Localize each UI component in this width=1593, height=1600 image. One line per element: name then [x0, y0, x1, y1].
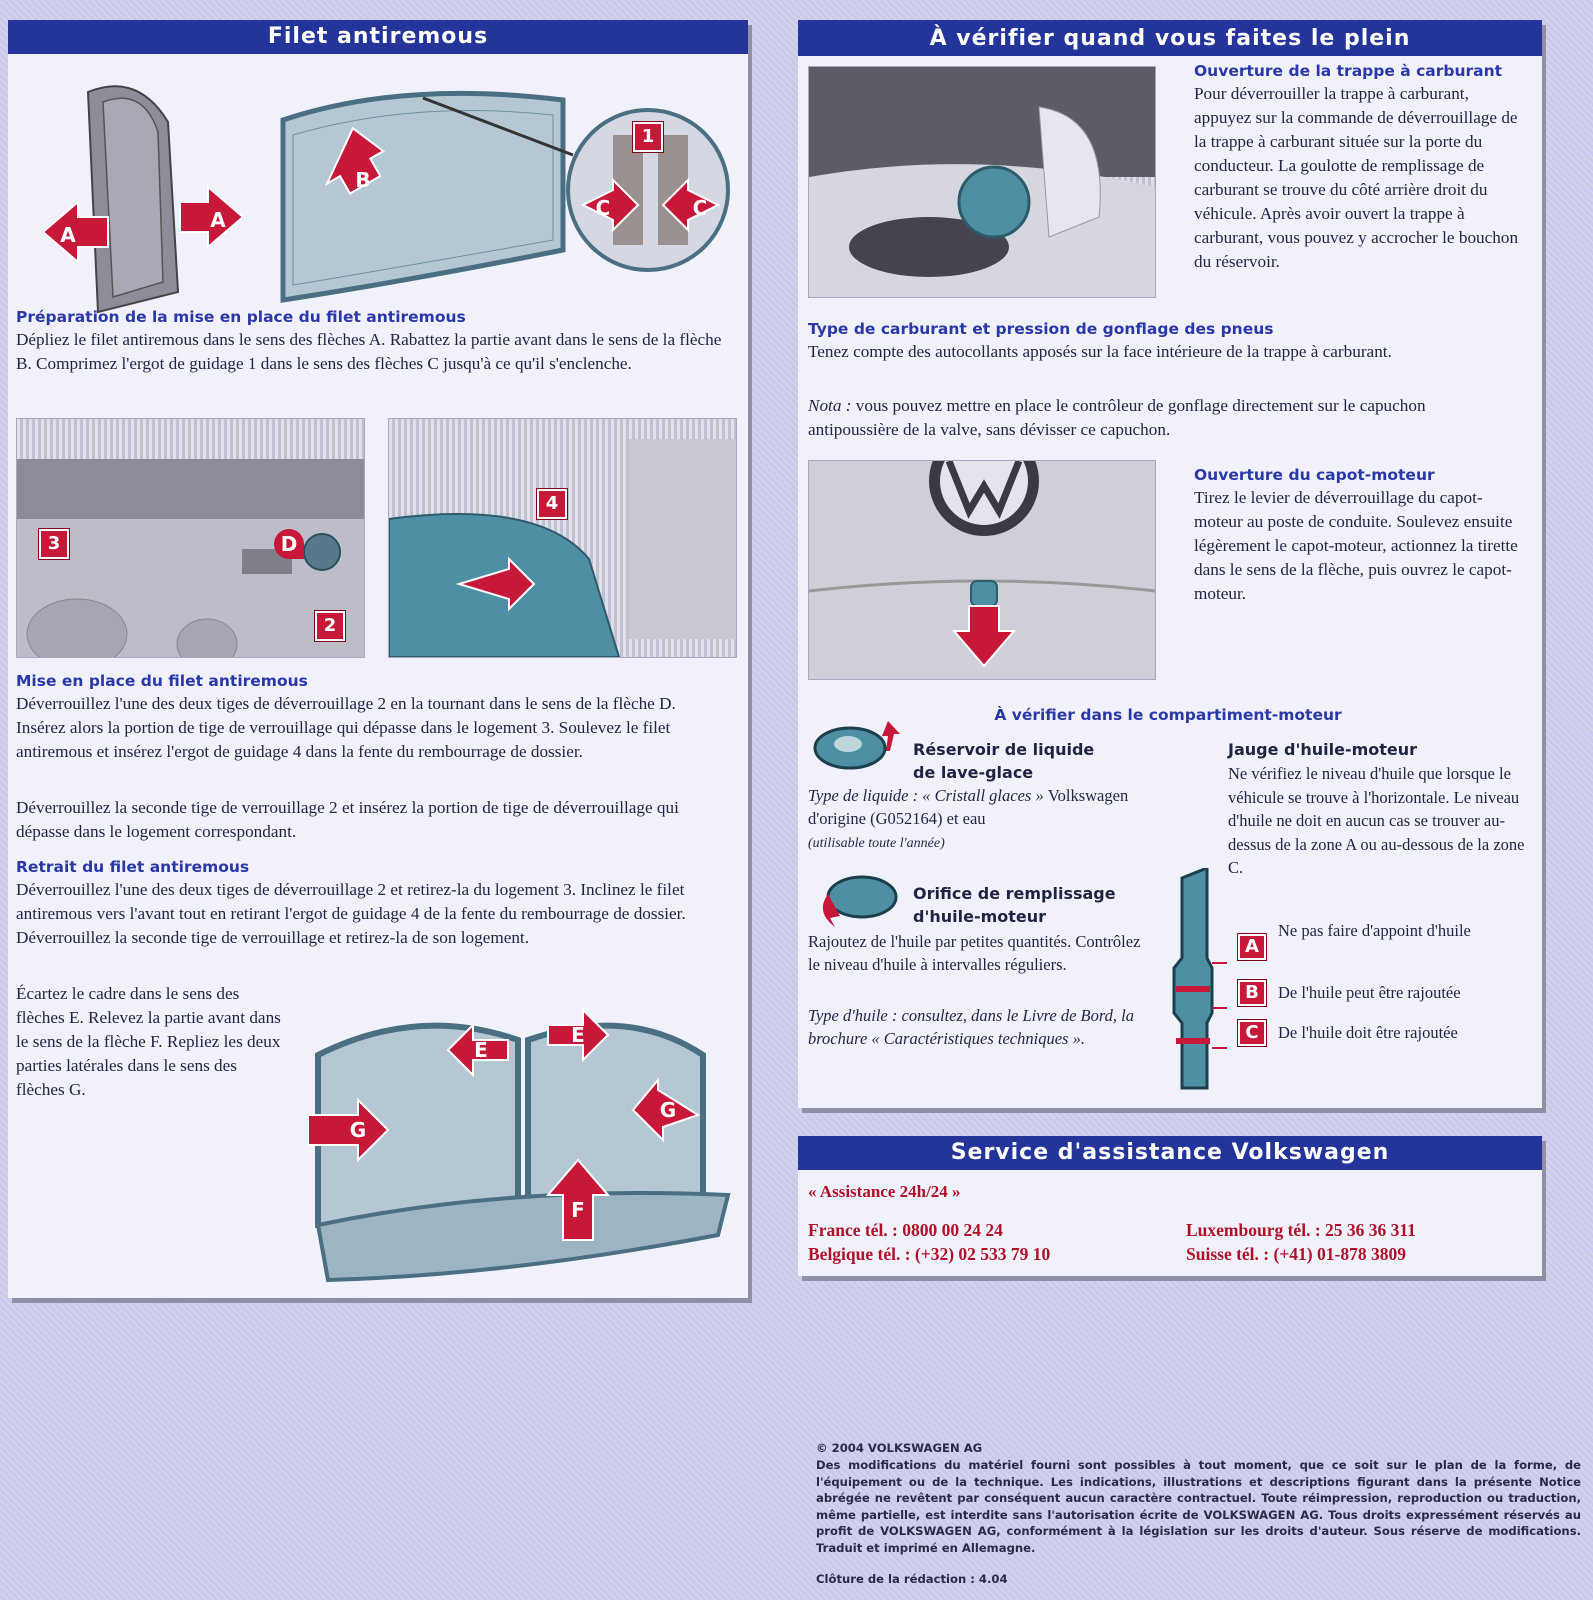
washer-fluid-type: Type de liquide : « Cristall glaces » — [808, 786, 1048, 805]
left-panel — [8, 20, 748, 1298]
folded-net-illustration — [28, 62, 248, 317]
section-title-preparation: Préparation de la mise en place du filet antiremous — [16, 308, 466, 326]
note-paragraph — [808, 394, 1518, 442]
oil-filler-icon-drawing — [810, 872, 905, 927]
phone-belgique: Belgique tél. : (+32) 02 533 79 10 — [808, 1244, 1051, 1264]
hood-text: Tirez le levier de déverrouillage du capot-moteur au poste de conduite. Soulevez ensuite légèrement le capot-moteur, actionnez la tirette dans le sens de la flèche, puis ouvrez le capot-moteur. — [1194, 488, 1518, 603]
note-label: Nota : — [808, 396, 852, 415]
arrow-label-e-right: E — [571, 1023, 585, 1047]
trunk-photo-right-drawing — [389, 419, 736, 657]
dipstick-drawing — [1162, 868, 1232, 1093]
closing-date: Clôture de la rédaction : 4.04 — [816, 1572, 1008, 1586]
phone-suisse: Suisse tél. : (+41) 01-878 3809 — [1186, 1244, 1406, 1264]
tag-3: 3 — [39, 529, 69, 559]
fuel-flap-photo-drawing — [809, 67, 1155, 297]
engine-compartment-title: À vérifier dans le compartiment-moteur — [994, 706, 1342, 724]
service-subtitle: « Assistance 24h/24 » — [808, 1182, 961, 1201]
right-panel — [798, 20, 1542, 1108]
washer-paragraph — [808, 784, 1158, 855]
washer-title: Réservoir de liquide de lave-glace — [913, 740, 1095, 782]
arrow-label-g-right: G — [659, 1098, 677, 1122]
oil-zone-a-text: Ne pas faire d'appoint d'huile — [1278, 921, 1471, 940]
phone-france: France tél. : 0800 00 24 24 — [808, 1220, 1003, 1240]
section-text-removal-2: Écartez le cadre dans le sens des flèches E. Relevez la partie avant dans le sens de la flèche F. Repliez les deux parties latérales dans le sens des flèches G. — [16, 984, 281, 1099]
fuel-flap-title: Ouverture de la trappe à carburant — [1194, 62, 1503, 80]
legal-text: Des modifications du matériel fourni sont possibles à tout moment, que ce soit sur le plan de la forme, de l'équipement ou de la technique. Les indications, illustrations et descriptions figurant dans la présente Notice abrégée ne revêtent par conséquent aucun caractère contractuel. Toute réimpression, reproduction ou traduction, même partielle, est interdite sans l'autorisation écrite de VOLKSWAGEN AG. Tous droits expressément réservés au profit de VOLKSWAGEN AG, conformément à la législation sur les droits d'auteur. Sous réserve de modifications. Traduit et imprimé en Allemagne. — [816, 1458, 1581, 1555]
dipstick-title: Jauge d'huile-moteur — [1228, 740, 1418, 759]
section-text-installation-1: Déverrouillez l'une des deux tiges de déverrouillage 2 en la tournant dans le sens de la flèche D. Insérez alors la portion de tige de verrouillage qui dépasse dans le logement 3. Soulevez le filet antiremous et insérez l'ergot de guidage 4 dans la fente du rembourrage de dossier. — [16, 694, 676, 761]
hood-photo-drawing — [809, 461, 1155, 679]
service-panel — [798, 1136, 1542, 1276]
trunk-photo-right — [388, 418, 737, 658]
oil-zone-a-letter: A — [1238, 934, 1266, 960]
arrow-label-c-right: C — [692, 196, 708, 220]
tag-1: 1 — [633, 122, 663, 152]
oil-filler-text: Rajoutez de l'huile par petites quantités. Contrôlez le niveau d'huile à intervalles réguliers. — [808, 932, 1141, 974]
oil-zone-c-text: De l'huile doit être rajoutée — [1278, 1023, 1458, 1042]
trunk-photo-left — [16, 418, 365, 658]
left-panel-title: Filet antiremous — [8, 20, 748, 54]
unfolded-net-illustration — [263, 80, 733, 315]
dipstick-text: Ne vérifiez le niveau d'huile que lorsque le véhicule se trouve à l'horizontale. Le niveau d'huile ne doit en aucun cas se trouver au-dessus de la zone A ou au-dessous de la zone C. — [1228, 764, 1525, 877]
arrow-label-d: D — [274, 529, 304, 559]
tag-4: 4 — [537, 489, 567, 519]
fuel-flap-text: Pour déverrouiller la trappe à carburant, appuyez sur la commande de déverrouillage de la trappe à carburant située sur la porte du conducteur. La goulotte de remplissage de carburant se trouve du côté arrière droit du véhicule. Après avoir ouvert la trappe à carburant, vous pouvez y accrocher le bouchon du réservoir. — [1194, 84, 1519, 271]
folded-net-drawing — [28, 62, 248, 317]
hood-title: Ouverture du capot-moteur — [1194, 466, 1435, 484]
fuel-type-text: Tenez compte des autocollants apposés sur la face intérieure de la trappe à carburant. — [808, 342, 1392, 361]
oil-zone-b-text: De l'huile peut être rajoutée — [1278, 983, 1461, 1002]
section-title-installation: Mise en place du filet antiremous — [16, 672, 308, 690]
fuel-flap-photo — [808, 66, 1156, 298]
copyright-line: © 2004 VOLKSWAGEN AG — [816, 1441, 983, 1455]
oil-filler-icon — [810, 872, 905, 927]
arrow-label-g-left: G — [349, 1118, 367, 1142]
oil-zone-list — [1238, 920, 1538, 1100]
oil-type-text: Type d'huile : consultez, dans le Livre de Bord, la brochure « Caractéristiques techniques ». — [808, 1006, 1134, 1048]
section-text-removal-1: Déverrouillez l'une des deux tiges de déverrouillage 2 et retirez-la du logement 3. Inclinez le filet antiremous vers l'avant tout en retirant l'ergot de guidage 4 de la fente du rembourrage de dossier. Déverrouillez la seconde tige de verrouillage et retirez-la de son logement. — [16, 880, 686, 947]
hood-photo — [808, 460, 1156, 680]
oil-zone-b-letter: B — [1238, 980, 1266, 1006]
section-text-installation-2: Déverrouillez la seconde tige de verrouillage 2 et insérez la portion de tige de déverrouillage qui dépasse dans le logement correspondant. — [16, 798, 679, 841]
section-title-removal: Retrait du filet antiremous — [16, 858, 250, 876]
folding-net-illustration — [308, 995, 738, 1285]
arrow-label-e-left: E — [474, 1038, 488, 1062]
dipstick-svg — [1162, 868, 1232, 1093]
washer-icon — [810, 716, 905, 771]
tag-2: 2 — [315, 611, 345, 641]
section-text-preparation: Dépliez le filet antiremous dans le sens des flèches A. Rabattez la partie avant dans le sens de la flèche B. Comprimez l'ergot de guidage 1 dans le sens des flèches C jusqu'à ce qu'il s'enclenche. — [16, 330, 722, 373]
washer-fluid-text: Volkswagen d'origine (G052164) et eau — [808, 786, 1129, 828]
oil-filler-title: Orifice de remplissage d'huile-moteur — [913, 884, 1116, 926]
unfolded-net-drawing — [263, 80, 733, 315]
arrow-label-a-left: A — [60, 223, 76, 247]
trunk-photo-left-drawing — [17, 419, 364, 657]
arrow-label-c-left: C — [595, 196, 611, 220]
washer-icon-drawing — [810, 716, 905, 771]
oil-zone-c-letter: C — [1238, 1020, 1266, 1046]
washer-fluid-note: (utilisable toute l'année) — [808, 836, 945, 851]
phone-luxembourg: Luxembourg tél. : 25 36 36 311 — [1186, 1220, 1416, 1240]
note-text: vous pouvez mettre en place le contrôleur de gonflage directement sur le capuchon antipoussière de la valve, sans dévisser ce capuchon. — [808, 396, 1426, 439]
arrow-label-f: F — [571, 1198, 585, 1222]
right-panel-title: À vérifier quand vous faites le plein — [798, 20, 1542, 56]
arrow-label-a-right: A — [210, 208, 226, 232]
service-title: Service d'assistance Volkswagen — [798, 1136, 1542, 1170]
arrow-label-b: B — [355, 168, 371, 192]
fuel-type-title: Type de carburant et pression de gonflage des pneus — [808, 320, 1274, 338]
